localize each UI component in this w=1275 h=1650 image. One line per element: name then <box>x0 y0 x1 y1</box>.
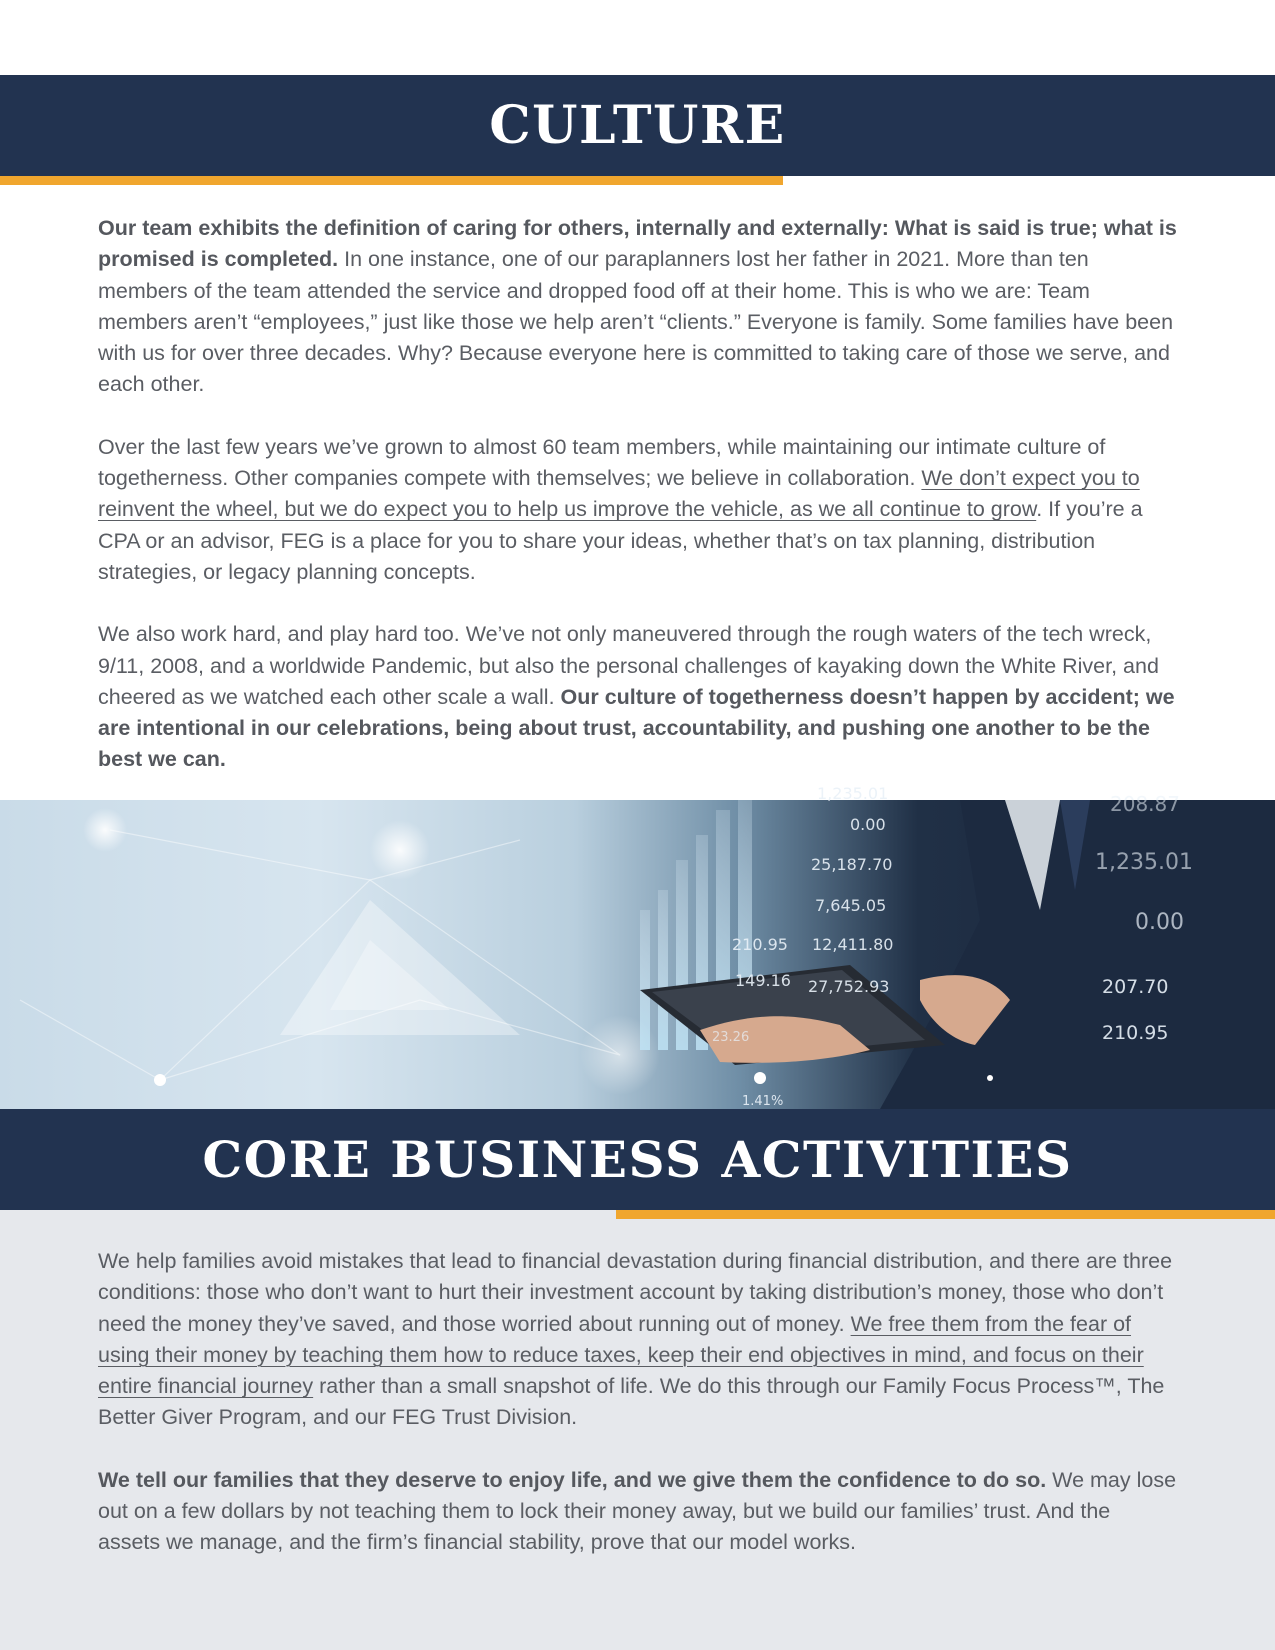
core-heading-band <box>0 1109 1275 1210</box>
photo-figure-7: 210.95 <box>732 935 788 954</box>
core-paragraph-2-text: We may lose out on a few dollars by not teaching them to lock their money away, but we build our families’ trust. And the assets we manage, and the firm’s financial stability, prove that our model works. <box>98 1467 1177 1555</box>
culture-paragraph-2-text-before: Over the last few years we’ve grown to almost 60 team members, while maintaining our intimate culture of togetherness. Other companies compete with themselves; we believe in collaboration. <box>98 434 1106 491</box>
photo-figure-10: 1,235.01 <box>1095 850 1193 875</box>
culture-paragraph-2 <box>98 432 1178 588</box>
photo-figure-13: 210.95 <box>1102 1022 1169 1044</box>
culture-paragraph-3-bold: Our culture of togetherness doesn’t happen by accident; we are intentional in our celebrations, being about trust, accountability, and pushing one another to be the best we can. <box>98 684 1175 772</box>
core-paragraph-2 <box>98 1465 1178 1559</box>
photo-figure-1: 1,235.01 <box>817 784 889 803</box>
culture-paragraph-1-bold: Our team exhibits the definition of caring for others, internally and externally: What is said is true; what is promised is completed. <box>98 216 1177 272</box>
culture-paragraph-1 <box>98 213 1178 401</box>
culture-heading: CULTURE <box>489 95 786 156</box>
core-paragraph-1 <box>98 1246 1178 1434</box>
core-section <box>98 1246 1178 1559</box>
photo-figure-8: 149.16 <box>735 971 791 990</box>
core-paragraph-1-text-before: We help families avoid mistakes that lead to financial devastation during financial distribution, and there are three conditions: those who don’t want to hurt their investment account by taking distribution’s money, those who don’t need the money they’ve saved, and those worried about running out of money. <box>98 1249 1173 1336</box>
culture-paragraph-3-text: We also work hard, and play hard too. We’ve not only maneuvered through the rough waters of the tech wreck, 9/11, 2008, and a worldwide Pandemic, but also the personal challenges of kayaking down the White River, and cheered as we watched each other scale a wall. <box>98 622 1159 709</box>
photo-figure-15: 1.41% <box>742 1094 784 1109</box>
photo-figure-4: 7,645.05 <box>815 896 887 915</box>
core-paragraph-2-bold: We tell our families that they deserve to enjoy life, and we give them the confidence to do so. <box>98 1467 1047 1492</box>
culture-section <box>98 213 1178 776</box>
culture-accent-bar <box>0 176 783 185</box>
culture-paragraph-1-text: In one instance, one of our paraplanners lost her father in 2021. More than ten members of the team attended the service and dropped food off at their home. This is who we are: Team members aren’t “employees,” just like those we help aren’t “clients.” Everyone is family. Some families have been with us for over three decades. Why? Because everyone here is committed to taking care of those we serve, and each other. <box>98 247 1174 397</box>
culture-paragraph-3 <box>98 619 1178 775</box>
photo-figure-3: 25,187.70 <box>811 855 893 874</box>
core-heading: CORE BUSINESS ACTIVITIES <box>202 1130 1073 1189</box>
finance-tablet-photo <box>0 784 1275 1109</box>
photo-illustration <box>0 800 1275 1109</box>
core-paragraph-1-underlined: We free them from the fear of using their money by teaching them how to reduce taxes, keep their end objectives in mind, and focus on their entire financial journey <box>98 1311 1144 1399</box>
photo-figure-14: 23.26 <box>712 1030 750 1045</box>
photo-figure-12: 207.70 <box>1102 976 1169 998</box>
core-accent-bar <box>616 1210 1275 1219</box>
photo-figure-9: 208.87 <box>1110 792 1180 816</box>
culture-heading-band <box>0 75 1275 176</box>
photo-figure-5: 12,411.80 <box>812 935 894 954</box>
culture-paragraph-2-text-after: . If you’re a CPA or an advisor, FEG is a place for you to share your ideas, whether that’s on tax planning, distribution strategies, or legacy planning concepts. <box>98 497 1143 584</box>
photo-figure-11: 0.00 <box>1135 910 1184 935</box>
photo-figure-2: 0.00 <box>850 815 886 834</box>
culture-paragraph-2-underlined: We don’t expect you to reinvent the wheel, but we do expect you to help us improve the vehicle, as we all continue to grow <box>98 466 1140 522</box>
core-paragraph-1-text-after: rather than a small snapshot of life. We do this through our Family Focus Process™, The Better Giver Program, and our FEG Trust Division. <box>98 1374 1165 1430</box>
photo-figure-6: 27,752.93 <box>808 977 890 996</box>
